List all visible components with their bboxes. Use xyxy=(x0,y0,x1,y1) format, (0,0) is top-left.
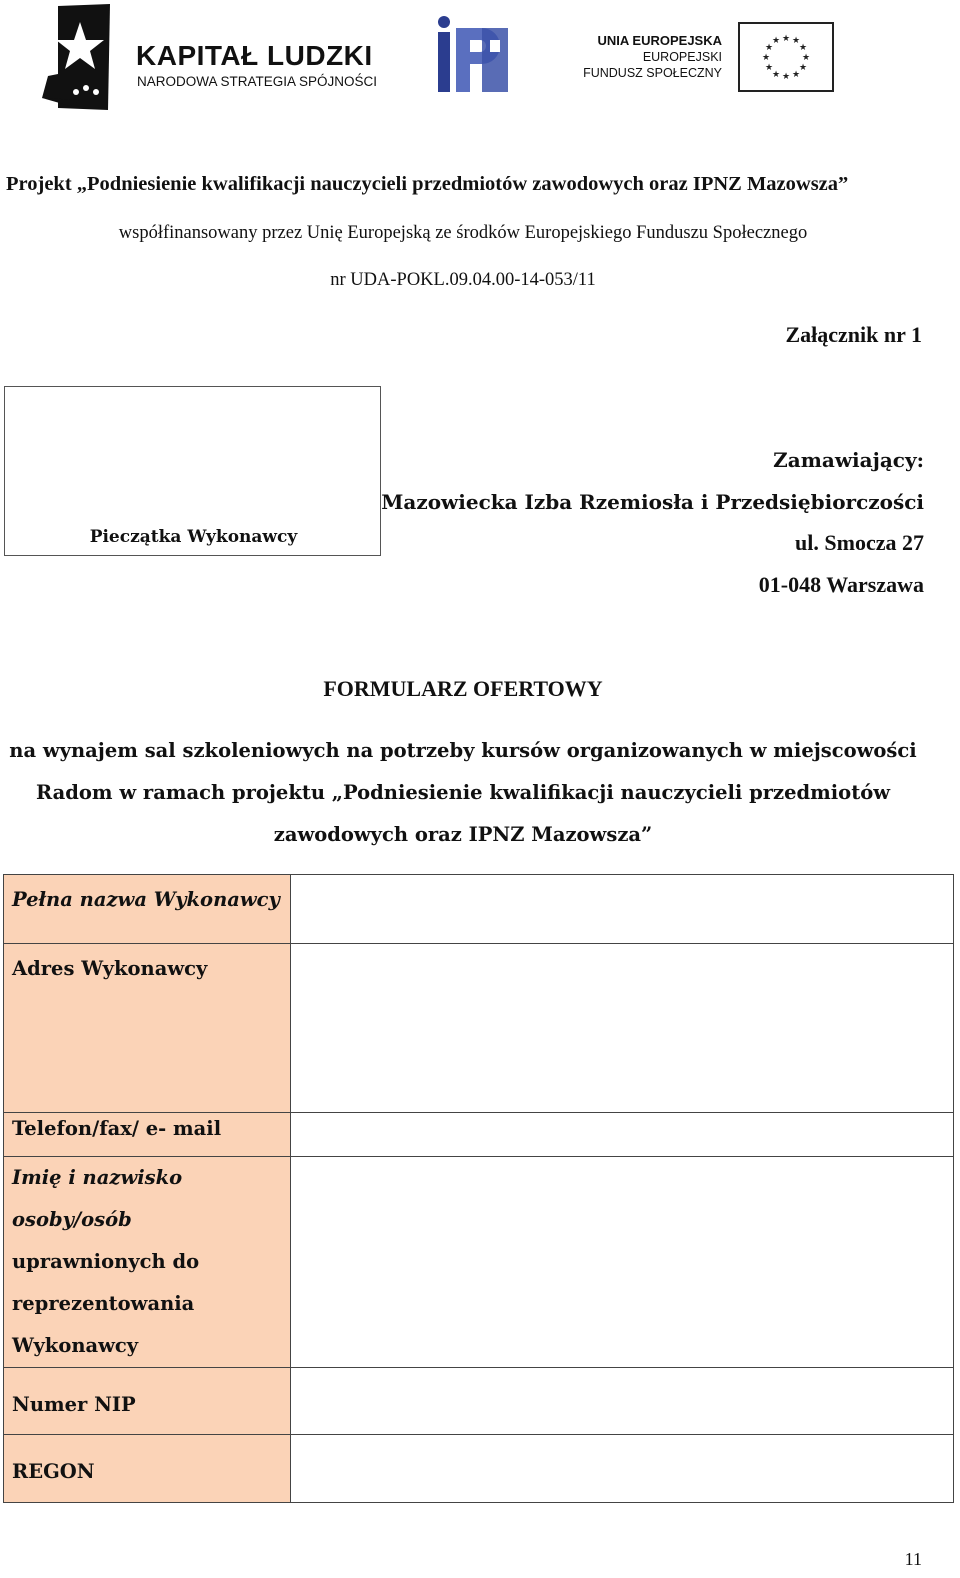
table-row xyxy=(4,1157,954,1368)
table-row xyxy=(4,1113,954,1157)
kapital-ludzki-subtitle: NARODOWA STRATEGIA SPÓJNOŚCI xyxy=(137,74,378,89)
cofinance-line: współfinansowany przez Unię Europejską ze środków Europejskiego Funduszu Społecznego xyxy=(118,223,808,243)
eu-logo-line1: UNIA EUROPEJSKA xyxy=(597,33,722,48)
form-description-line1: na wynajem sal szkoleniowych na potrzeby kursów organizowanych w miejscowości xyxy=(9,739,917,762)
table-row xyxy=(4,1435,954,1503)
contact-label: Telefon/fax/ e- mail xyxy=(4,1113,291,1157)
rp-logo-icon xyxy=(432,14,516,96)
representatives-label-line2: uprawnionych do xyxy=(12,1250,200,1273)
nip-field[interactable] xyxy=(291,1368,954,1435)
full-name-field[interactable] xyxy=(291,875,954,944)
svg-text:★: ★ xyxy=(781,34,791,44)
page-number: 11 xyxy=(904,1549,922,1569)
regon-label: REGON xyxy=(4,1435,291,1503)
client-heading: Zamawiający: xyxy=(773,448,924,472)
address-field[interactable] xyxy=(291,944,954,1113)
kapital-ludzki-title: KAPITAŁ LUDZKI xyxy=(136,40,373,71)
svg-text:★: ★ xyxy=(798,43,808,53)
form-description-line2: Radom w ramach projektu „Podniesienie kwalifikacji nauczycieli przedmiotów xyxy=(36,781,890,804)
project-number: nr UDA-POKL.09.04.00-14-053/11 xyxy=(330,270,596,290)
svg-text:★: ★ xyxy=(771,36,781,46)
svg-text:★: ★ xyxy=(781,72,791,82)
table-row xyxy=(4,1368,954,1435)
kapital-ludzki-logo xyxy=(40,4,378,112)
eu-logo-line2: EUROPEJSKI xyxy=(642,50,722,64)
svg-text:★: ★ xyxy=(771,70,781,80)
nip-label: Numer NIP xyxy=(4,1368,291,1435)
project-title: Projekt „Podniesienie kwalifikacji nauczycieli przedmiotów zawodowych oraz IPNZ Mazowsza” xyxy=(6,173,849,195)
stamp-box xyxy=(4,386,381,556)
representatives-label xyxy=(4,1157,291,1368)
table-row xyxy=(4,944,954,1113)
eu-logo xyxy=(583,20,834,94)
representatives-field[interactable] xyxy=(291,1157,954,1368)
regon-field[interactable] xyxy=(291,1435,954,1503)
rp-logo xyxy=(432,14,516,96)
form-title: FORMULARZ OFERTOWY xyxy=(323,676,603,701)
representatives-label-line1: Imię i nazwisko osoby/osób xyxy=(12,1166,183,1231)
client-name: Mazowiecka Izba Rzemiosła i Przedsiębiorczości xyxy=(381,490,924,514)
offer-form-table xyxy=(3,874,954,1503)
svg-text:★: ★ xyxy=(764,63,774,73)
attachment-label: Załącznik nr 1 xyxy=(785,322,922,347)
address-label: Adres Wykonawcy xyxy=(4,944,291,1113)
eu-flag-icon xyxy=(738,22,834,92)
form-description-line3: zawodowych oraz IPNZ Mazowsza” xyxy=(273,823,653,846)
table-row xyxy=(4,875,954,944)
eu-logo-line3: FUNDUSZ SPOŁECZNY xyxy=(583,66,722,80)
stamp-label: Pieczątka Wykonawcy xyxy=(89,527,298,547)
representatives-label-line4: Wykonawcy xyxy=(12,1334,139,1357)
svg-text:★: ★ xyxy=(791,70,801,80)
client-street: ul. Smocza 27 xyxy=(795,530,924,555)
representatives-label-line3: reprezentowania xyxy=(12,1292,195,1315)
svg-text:★: ★ xyxy=(764,43,774,53)
svg-text:★: ★ xyxy=(791,36,801,46)
svg-text:★: ★ xyxy=(761,53,771,63)
contact-field[interactable] xyxy=(291,1113,954,1157)
svg-text:★: ★ xyxy=(801,53,811,63)
full-name-label: Pełna nazwa Wykonawcy xyxy=(4,875,291,944)
svg-text:★: ★ xyxy=(798,63,808,73)
client-city: 01-048 Warszawa xyxy=(758,572,924,597)
kapital-ludzki-emblem-icon xyxy=(40,4,130,112)
